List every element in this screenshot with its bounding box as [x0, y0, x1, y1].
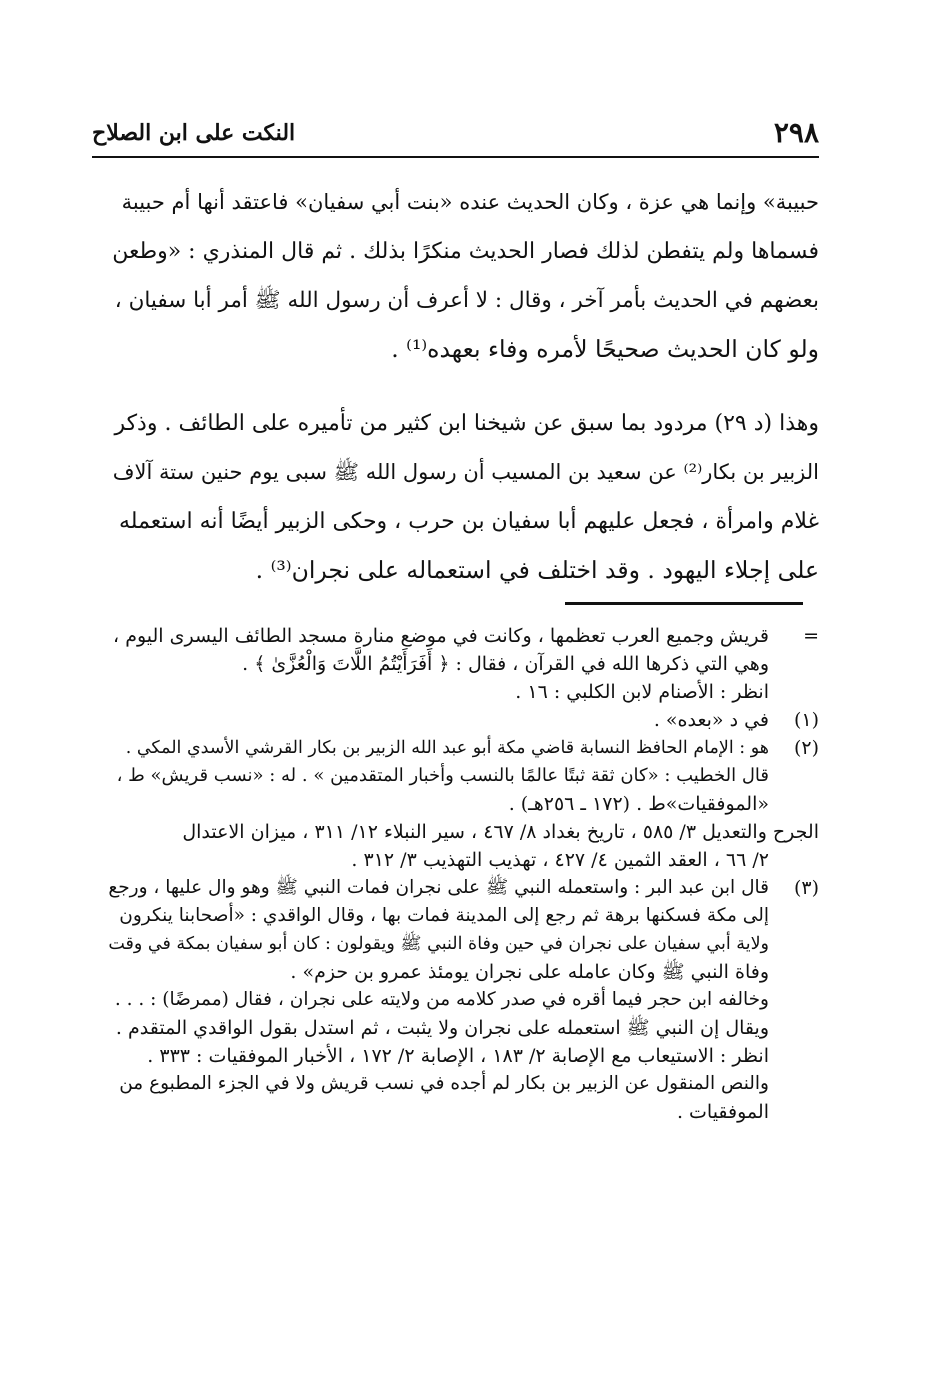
footnote-line: ويقال إن النبي ﷺ استعمله على نجران ولا يثبت ، ثم استدل بقول الواقدي المتقدم . — [115, 1017, 769, 1039]
text-line: وهذا (د ٢٩) مردود بما سبق عن شيخنا ابن كثير من تأميره على الطائف . وذكر — [114, 411, 819, 436]
footnote-line: انظر : الأصنام لابن الكلبي : ١٦ . — [515, 681, 769, 703]
text-line: على إجلاء اليهود . وقد اختلف في استعماله على نجران⁽³⁾ . — [255, 556, 819, 584]
footnote-separator — [565, 602, 803, 605]
footnote-2 — [109, 734, 819, 818]
footnote-line: وخالفه ابن حجر فيما أقره في صدر كلامه من ولايته على نجران ، فقال (ممرضًا) : . . . — [114, 989, 769, 1010]
footnote-line: «الموفقيات»ط . (١٧٢ ـ ٢٥٦هـ) . — [508, 793, 769, 815]
text-line: بعضهم في الحديث بأمر آخر ، وقال : لا أعرف أن رسول الله ﷺ أمر أبا سفيان ، — [114, 288, 819, 313]
footnote-line: ٢/ ٦٦ ، العقد الثمين ٤/ ٤٢٧ ، تهذيب التهذيب ٣/ ٣١٢ . — [351, 849, 769, 871]
footnote-line: هو : الإمام الحافظ النسابة قاضي مكة أبو عبد الله الزبير بن بكار القرشي الأسدي المكي . — [125, 738, 769, 758]
footnote-line: إلى مكة فسكنها برهة ثم رجع إلى المدينة فمات بها ، وقال الواقدي : «أصحابنا ينكرون — [119, 905, 769, 926]
footnote-line: وهي التي ذكرها الله في القرآن ، فقال : ﴿ أَفَرَأَيْتُمُ اللَّاتَ وَالْعُزَّىٰ ﴾ . — [242, 653, 769, 675]
footnote-line: قال ابن عبد البر : واستعمله النبي ﷺ على نجران فمات النبي ﷺ وهو وال عليها ، ورجع — [108, 877, 769, 898]
text-line: ولو كان الحديث صحيحًا لأمره وفاء بعهده⁽¹⁾ . — [391, 335, 819, 363]
footnote-line: في د «بعده» . — [653, 709, 769, 731]
footnote-mark: (١) — [793, 709, 819, 731]
text-line: الزبير بن بكار⁽²⁾ عن سعيد بن المسيب أن رسول الله ﷺ سبى يوم حنين ستة آلاف — [112, 460, 819, 484]
page-header — [92, 110, 819, 158]
footnote-mark: (٣) — [793, 877, 819, 899]
paragraph-1 — [109, 178, 819, 374]
paragraph-2 — [109, 399, 819, 595]
footnotes — [109, 622, 819, 1126]
footnote-line: انظر : الاستيعاب مع الإصابة ٢/ ١٨٣ ، الإصابة ٢/ ١٧٢ ، الأخبار الموفقيات : ٣٣٣ . — [147, 1045, 769, 1067]
footnote-line: قريش وجميع العرب تعظمها ، وكانت في موضع منارة مسجد الطائف اليسرى اليوم ، — [113, 625, 769, 647]
footnote-line: ولاية أبي سفيان على نجران في حين وفاة النبي ﷺ ويقولون : كان أبو سفيان بمكة في وقت — [108, 934, 769, 954]
page-number: ٢٩٨ — [773, 116, 819, 149]
main-text — [109, 178, 819, 595]
footnote-line: وفاة النبي ﷺ وكان عامله على نجران يومئذ عمرو بن حزم» . — [290, 961, 769, 983]
footnote-mark: = — [803, 625, 819, 647]
text-line: فسماها ولم يتفطن لذلك فصار الحديث منكرًا بذلك . ثم قال المنذري : «وطعن — [112, 239, 819, 264]
footnote-line: والنص المنقول عن الزبير بن بكار لم أجده في نسب قريش ولا في الجزء المطبوع من — [119, 1073, 769, 1094]
footnote-mark: (٢) — [793, 737, 819, 759]
footnote-line: قال الخطيب : «كان ثقة ثبتًا عالمًا بالنسب وأخبار المتقدمين » . له : «نسب قريش» ط ، — [116, 765, 769, 786]
text-line: غلام وامرأة ، فجعل عليهم أبا سفيان بن حرب ، وحكى الزبير أيضًا أنه استعمله — [118, 509, 819, 534]
footnote-1 — [109, 706, 819, 734]
footnote-continued — [109, 622, 819, 706]
footnote-3 — [109, 874, 819, 1126]
footnote-2-sources — [109, 818, 819, 874]
footnote-line: الجرح والتعديل ٣/ ٥٨٥ ، تاريخ بغداد ٨/ ٤٦٧ ، سير النبلاء ١٢/ ٣١١ ، ميزان الاعتدال — [182, 821, 819, 843]
footnote-line: الموفقيات . — [676, 1101, 769, 1123]
running-title: النكت على ابن الصلاح — [92, 120, 296, 146]
text-line: حبيبة» وإنما هي عزة ، وكان الحديث عنده «بنت أبي سفيان» فاعتقد أنها أم حبيبة — [121, 190, 819, 214]
